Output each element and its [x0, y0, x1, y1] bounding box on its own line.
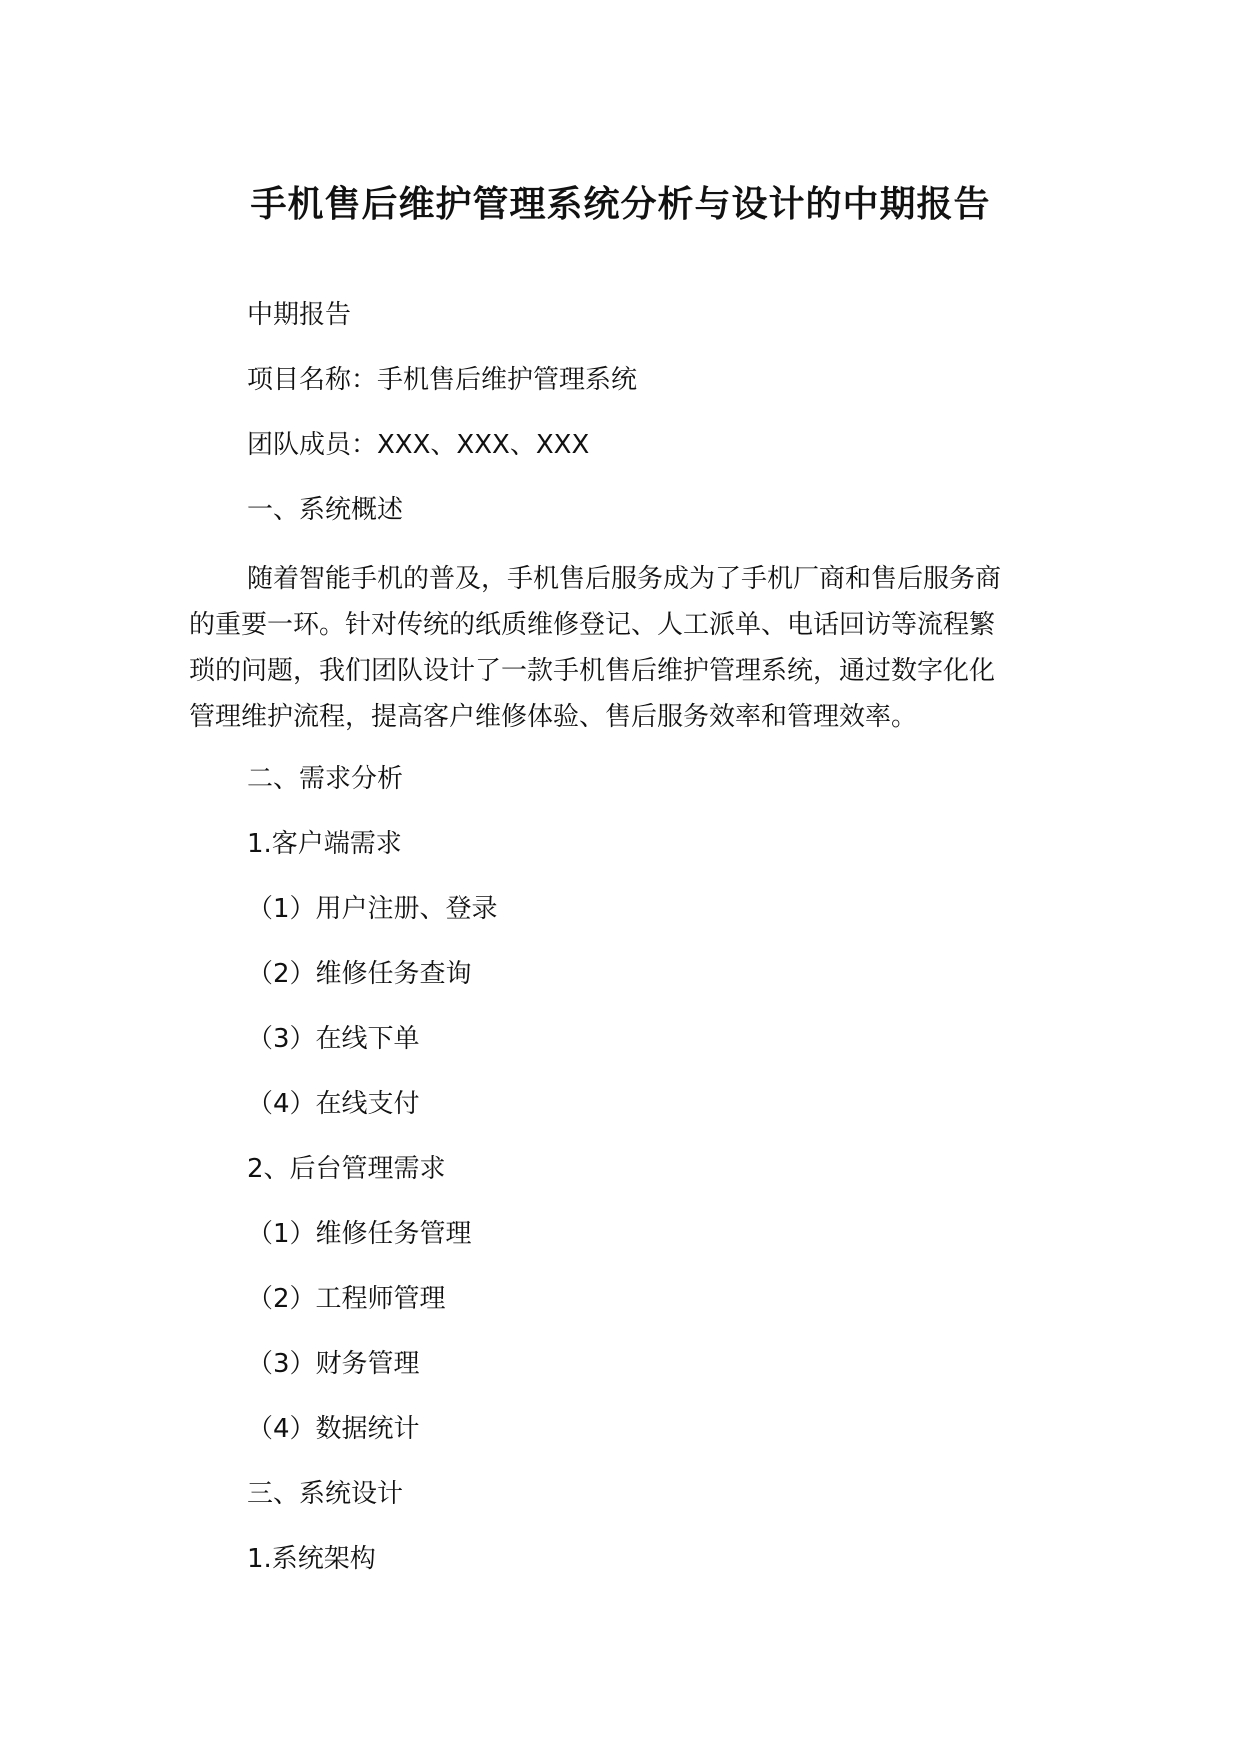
list-item: （2）维修任务查询 [247, 959, 472, 989]
list-item: （4）数据统计 [247, 1414, 420, 1444]
subheading-architecture: 1.系统架构 [247, 1544, 376, 1574]
section-heading-requirements: 二、需求分析 [247, 764, 404, 794]
document-title: 手机售后维护管理系统分析与设计的中期报告 [250, 184, 991, 225]
list-item: （2）工程师管理 [247, 1284, 446, 1314]
paragraph-line: 的重要一环。针对传统的纸质维修登记、人工派单、电话回访等流程繁 [189, 610, 996, 640]
list-item: （3）在线下单 [247, 1024, 420, 1054]
section-heading-overview: 一、系统概述 [247, 495, 404, 525]
list-item: （1）维修任务管理 [247, 1219, 472, 1249]
list-item: （3）财务管理 [247, 1349, 420, 1379]
section-heading-design: 三、系统设计 [247, 1479, 404, 1509]
list-item: （1）用户注册、登录 [247, 894, 498, 924]
subheading-admin: 2、后台管理需求 [247, 1154, 446, 1184]
paragraph-line: 琐的问题，我们团队设计了一款手机售后维护管理系统，通过数字化化 [189, 656, 996, 686]
report-label: 中期报告 [247, 300, 352, 330]
paragraph-line: 管理维护流程，提高客户维修体验、售后服务效率和管理效率。 [189, 702, 918, 732]
subheading-client: 1.客户端需求 [247, 829, 402, 859]
project-name: 项目名称：手机售后维护管理系统 [247, 365, 638, 395]
list-item: （4）在线支付 [247, 1089, 420, 1119]
overview-paragraph [189, 556, 1049, 740]
paragraph-line: 随着智能手机的普及，手机售后服务成为了手机厂商和售后服务商 [247, 564, 1002, 594]
team-members: 团队成员：XXX、XXX、XXX [247, 430, 590, 460]
